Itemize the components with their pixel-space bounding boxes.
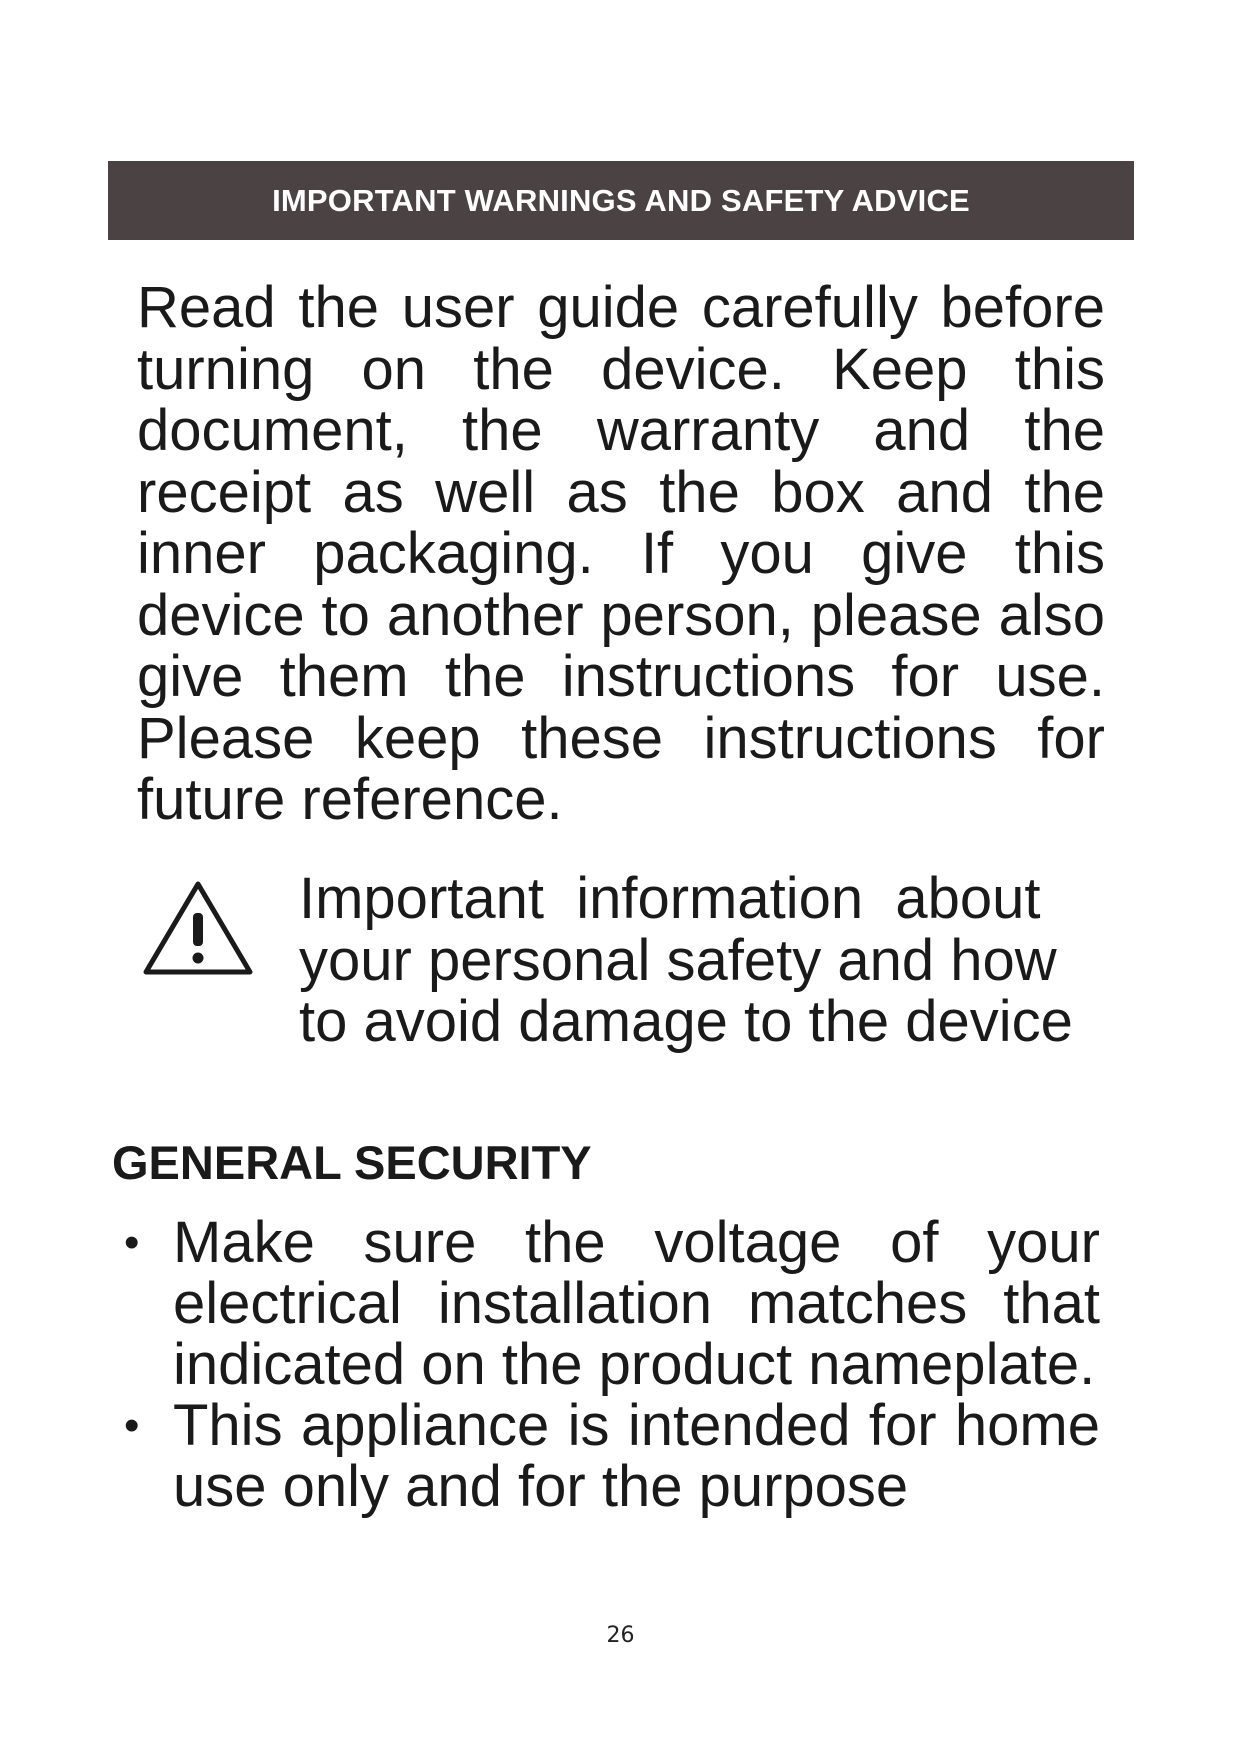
list-item (118, 1395, 1138, 1517)
bullet-icon: • (124, 1218, 140, 1267)
warning-text (299, 868, 1114, 1053)
warning-callout (142, 868, 1127, 1058)
warning-line: your personal safety and how (299, 927, 1057, 993)
banner-title: IMPORTANT WARNINGS AND SAFETY ADVICE (272, 182, 970, 218)
warning-line: Important information about (299, 866, 1041, 931)
warning-triangle-icon (142, 878, 254, 978)
bullet-text: Make sure the voltage of your electrical installation matches that indicated on the product nameplate. (173, 1210, 1100, 1397)
bullet-icon: • (124, 1401, 140, 1450)
list-item (118, 1212, 1138, 1395)
bullet-list (118, 1212, 1138, 1517)
warning-line: to avoid damage to the device (299, 989, 1073, 1054)
section-heading: GENERAL SECURITY (112, 1136, 592, 1189)
intro-paragraph: Read the user guide carefully before turning on the device. Keep this document, the warranty and the receipt as well as the box and the inner packaging. If you give this device to another person, please also give them the instructions for use. Please keep these instructions for future reference. (137, 275, 1105, 832)
bullet-text: This appliance is intended for home use only and for the purpose (173, 1393, 1100, 1519)
safety-banner (108, 161, 1134, 240)
page-number: 26 (606, 1623, 635, 1648)
